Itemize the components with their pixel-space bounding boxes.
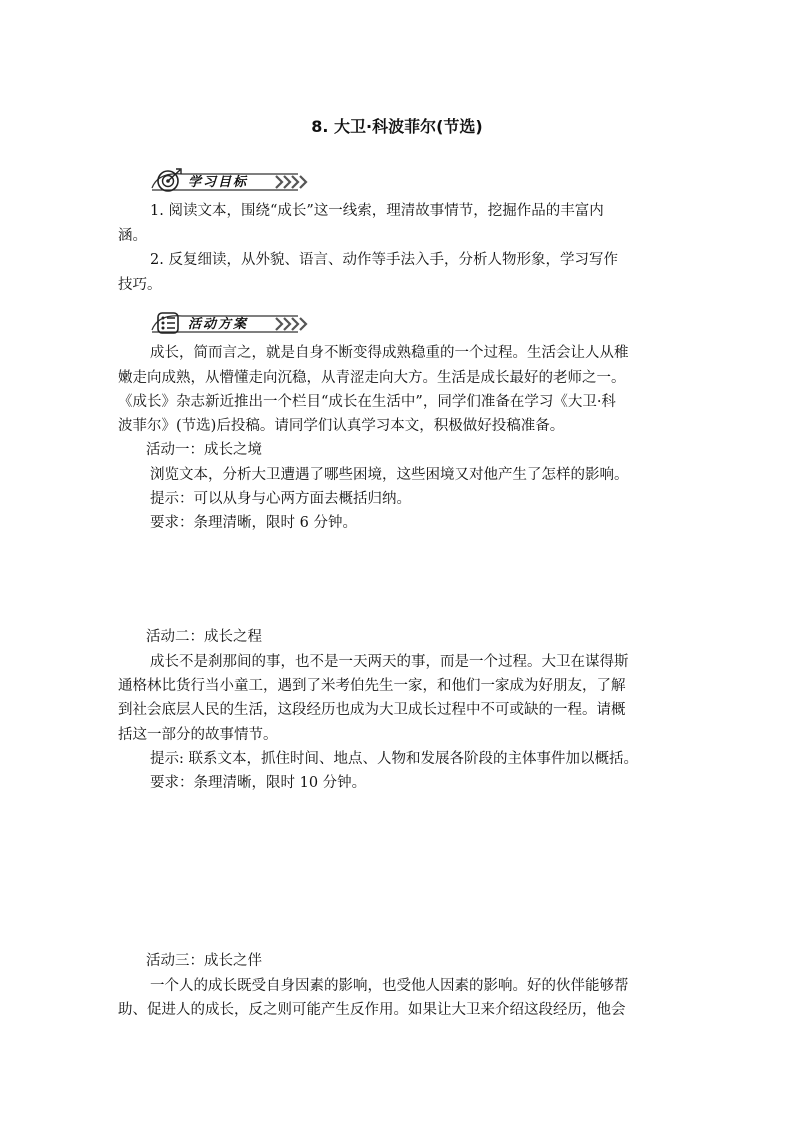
goal-line: 1. 阅读文本，围绕“成长”这一线索，理清故事情节，挖掘作品的丰富内 — [150, 203, 604, 219]
activity2-body-line: 括这一部分的故事情节。 — [118, 727, 278, 743]
intro-line: 成长，简而言之，就是自身不断变得成熟稳重的一个过程。生活会让人从稚 — [150, 345, 629, 361]
heading-label: 学习目标 — [188, 175, 249, 190]
activity1-hint: 提示：可以从身与心两方面去概括归纳。 — [150, 491, 411, 507]
activity3-title: 活动三：成长之伴 — [146, 953, 262, 969]
intro-line: 《成长》杂志新近推出一个栏目“成长在生活中”，同学们准备在学习《大卫·科 — [118, 394, 616, 410]
section-heading-activities — [148, 308, 308, 338]
activity3-body-line: 一个人的成长既受自身因素的影响，也受他人因素的影响。好的伙伴能够帮 — [150, 978, 629, 994]
activity2-title: 活动二：成长之程 — [146, 629, 262, 645]
activity1-requirement: 要求：条理清晰，限时 6 分钟。 — [150, 515, 357, 531]
page-title: 8. 大卫·科波菲尔(节选) — [311, 117, 483, 136]
activity2-hint: 提示: 联系文本，抓住时间、地点、人物和发展各阶段的主体事件加以概括。 — [150, 751, 638, 767]
activity2-requirement: 要求：条理清晰，限时 10 分钟。 — [150, 775, 367, 791]
goal-line: 2. 反复细读，从外貌、语言、动作等手法入手，分析人物形象，学习写作 — [150, 252, 618, 268]
goal-line: 涵。 — [118, 228, 147, 244]
activity2-body-line: 通格林比货行当小童工，遇到了米考伯先生一家，和他们一家成为好朋友，了解 — [118, 678, 626, 694]
activity1-title: 活动一：成长之境 — [146, 442, 262, 458]
activity2-body-line: 到社会底层人民的生活，这段经历也成为大卫成长过程中不可或缺的一程。请概 — [118, 702, 626, 718]
intro-line: 波菲尔》(节选)后投稿。请同学们认真学习本文，积极做好投稿准备。 — [118, 418, 565, 434]
heading-label: 活动方案 — [188, 317, 249, 332]
activity3-body-line: 助、促进人的成长，反之则可能产生反作用。如果让大卫来介绍这段经历，他会 — [118, 1002, 626, 1018]
intro-line: 嫩走向成熟，从懵懂走向沉稳，从青涩走向大方。生活是成长最好的老师之一。 — [118, 370, 626, 386]
activity1-task: 浏览文本，分析大卫遭遇了哪些困境，这些困境又对他产生了怎样的影响。 — [150, 467, 629, 483]
activity2-body-line: 成长不是刹那间的事，也不是一天两天的事，而是一个过程。大卫在谋得斯 — [150, 654, 629, 670]
section-heading-goals — [148, 166, 308, 196]
goal-line: 技巧。 — [118, 277, 162, 293]
